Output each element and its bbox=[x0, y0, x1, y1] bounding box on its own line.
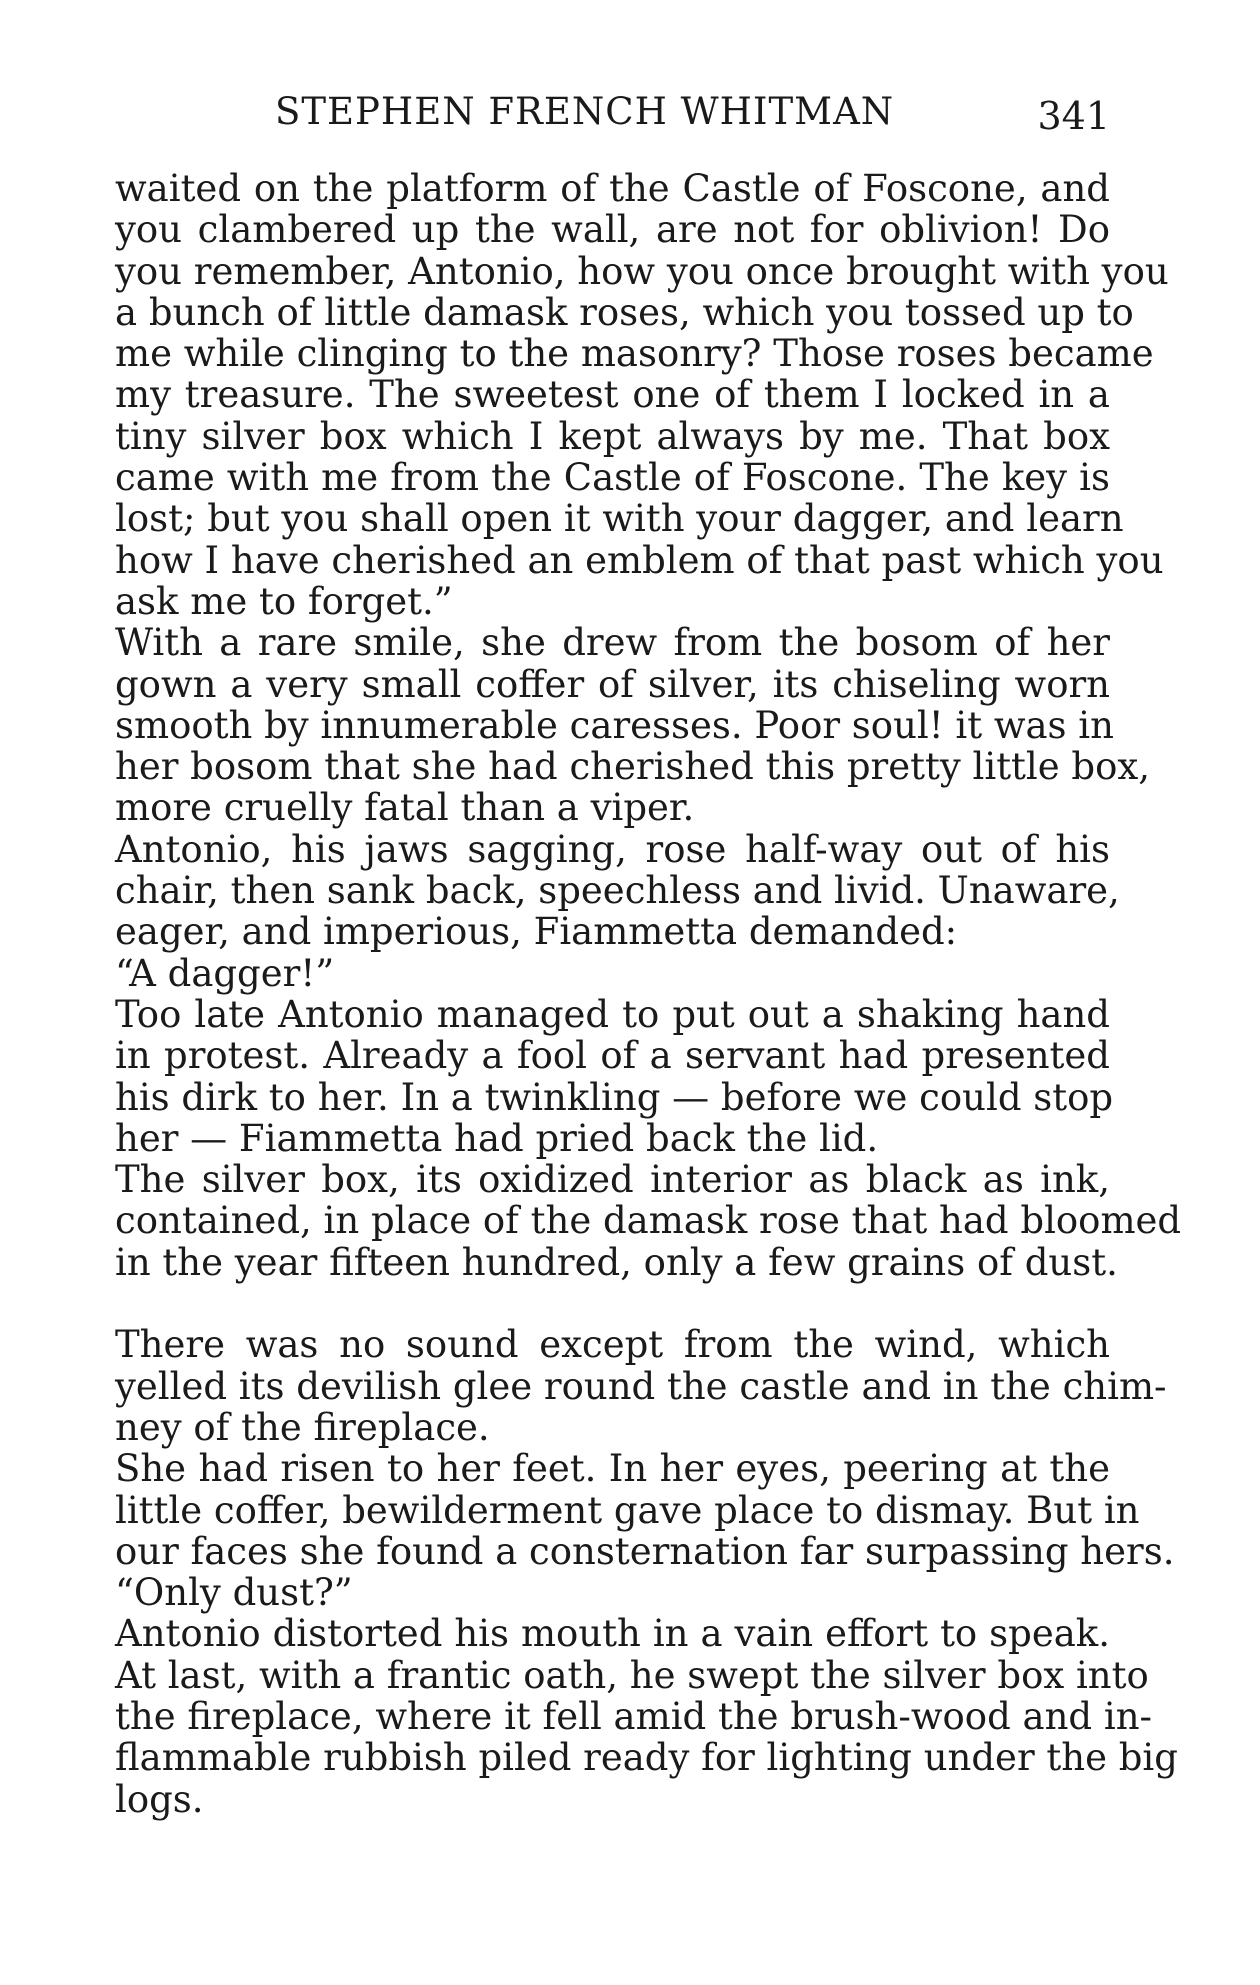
text-line: you clambered up the wall, are not for oblivion! Do bbox=[115, 208, 1110, 252]
text-line: lost; but you shall open it with your dagger, and learn bbox=[115, 497, 1124, 541]
text-line: her — Fiammetta had pried back the lid. bbox=[115, 1116, 879, 1160]
text-line: little coffer, bewilderment gave place to dismay. But in bbox=[115, 1488, 1140, 1532]
text-line: yelled its devilish glee round the castle and in the chim- bbox=[115, 1364, 1167, 1408]
text-line: Antonio distorted his mouth in a vain effort to speak. bbox=[115, 1612, 1110, 1656]
text-line: At last, with a frantic oath, he swept the silver box into bbox=[115, 1653, 1149, 1697]
page-header bbox=[115, 84, 1110, 140]
text-line: logs. bbox=[115, 1777, 204, 1821]
text-line: a bunch of little damask roses, which you tossed up to bbox=[115, 290, 1134, 334]
section-break bbox=[115, 1283, 1110, 1324]
body-text bbox=[115, 167, 1182, 1821]
text-line: her bosom that she had cherished this pretty little box, bbox=[115, 745, 1151, 789]
page-number: 341 bbox=[1037, 94, 1110, 138]
text-line: “A dagger!” bbox=[115, 951, 335, 995]
text-line: chair, then sank back, speechless and livid. Unaware, bbox=[115, 869, 1120, 913]
text-line: came with me from the Castle of Foscone. The key is bbox=[115, 456, 1110, 500]
text-line: flammable rubbish piled ready for lighting under the big bbox=[115, 1736, 1178, 1780]
text-line: how I have cherished an emblem of that past which you bbox=[115, 538, 1164, 582]
text-line: in protest. Already a fool of a servant had presented bbox=[115, 1034, 1110, 1078]
text-line: our faces she found a consternation far surpassing hers. bbox=[115, 1529, 1175, 1573]
text-line: There was no sound except from the wind, which bbox=[115, 1323, 1110, 1367]
text-line: his dirk to her. In a twinkling — before we could stop bbox=[115, 1075, 1114, 1119]
text-line: the fireplace, where it fell amid the brush-wood and in- bbox=[115, 1694, 1153, 1738]
text-line: eager, and imperious, Fiammetta demanded: bbox=[115, 910, 958, 954]
text-line: tiny silver box which I kept always by me. That box bbox=[115, 414, 1110, 458]
text-line: gown a very small coffer of silver, its chiseling worn bbox=[115, 662, 1110, 706]
text-line: you remember, Antonio, how you once brought with you bbox=[115, 249, 1169, 293]
text-line: The silver box, its oxidized interior as black as ink, bbox=[115, 1158, 1110, 1202]
text-line: my treasure. The sweetest one of them I locked in a bbox=[115, 373, 1110, 417]
text-line: me while clinging to the masonry? Those roses became bbox=[115, 332, 1154, 376]
text-line: With a rare smile, she drew from the bosom of her bbox=[115, 621, 1110, 665]
text-line: more cruelly fatal than a viper. bbox=[115, 786, 695, 830]
text-line: ask me to forget.” bbox=[115, 579, 453, 623]
text-line: ney of the fireplace. bbox=[115, 1405, 490, 1449]
text-line: Antonio, his jaws sagging, rose half-way out of his bbox=[115, 827, 1110, 871]
text-line: Too late Antonio managed to put out a shaking hand bbox=[115, 992, 1110, 1036]
text-line: smooth by innumerable caresses. Poor soul! it was in bbox=[115, 703, 1114, 747]
text-line: contained, in place of the damask rose that had bloomed bbox=[115, 1199, 1182, 1243]
running-head: STEPHEN FRENCH WHITMAN bbox=[275, 90, 895, 133]
text-line: in the year fifteen hundred, only a few grains of dust. bbox=[115, 1240, 1118, 1284]
text-line: “Only dust?” bbox=[115, 1571, 353, 1615]
text-line: waited on the platform of the Castle of Foscone, and bbox=[115, 167, 1110, 210]
text-line: She had risen to her feet. In her eyes, peering at the bbox=[115, 1447, 1110, 1491]
